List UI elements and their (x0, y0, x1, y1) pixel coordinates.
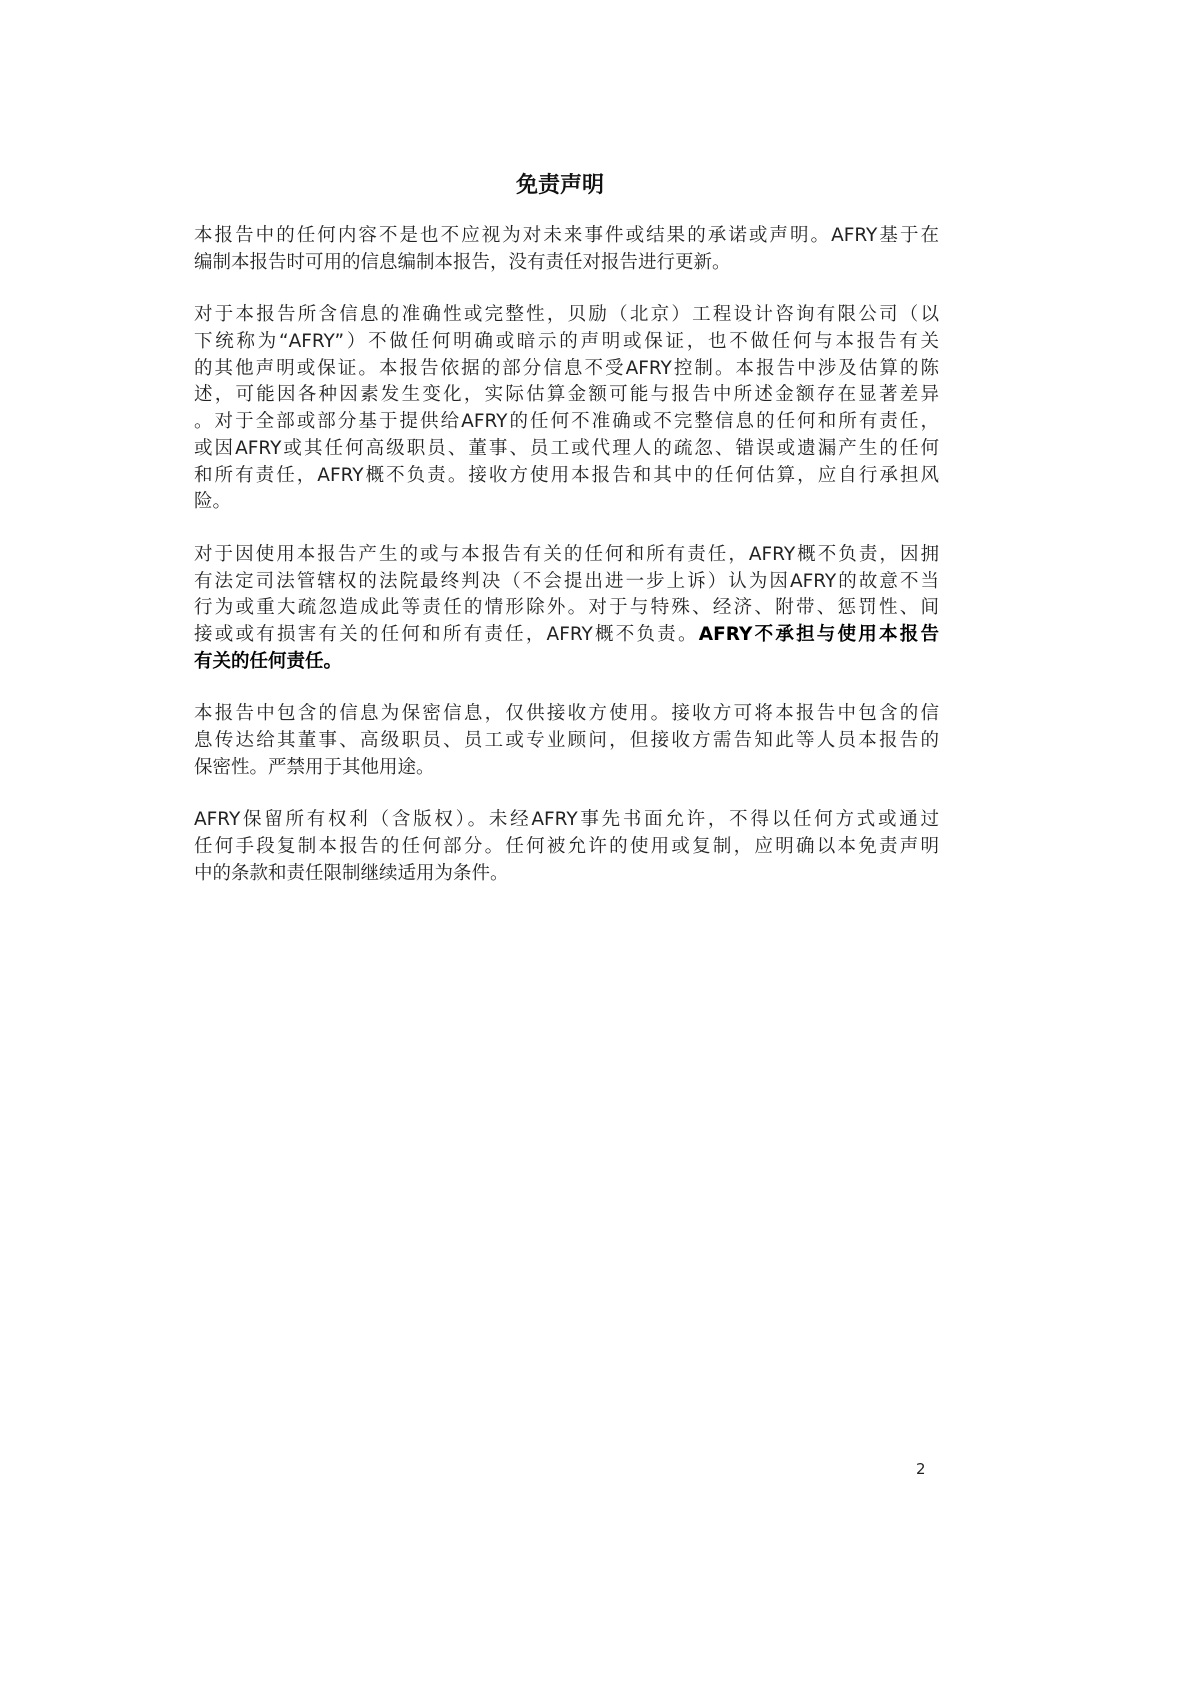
text-line (194, 569, 939, 596)
disclaimer-paragraph (194, 701, 939, 781)
line-text: 息传达给其董事、高级职员、员工或专业顾问，但接收方需告知此等人员本报告的 (194, 730, 939, 751)
disclaimer-paragraph (194, 807, 939, 887)
line-text: 本报告中包含的信息为保密信息，仅供接收方使用。接收方可将本报告中包含的信 (194, 703, 939, 725)
text-line (194, 595, 939, 622)
text-line (194, 701, 939, 728)
line-text: 对于因使用本报告产生的或与本报告有关的任何和所有责任，AFRY概不负责，因拥 (194, 543, 939, 565)
disclaimer-body (194, 223, 939, 913)
text-line (194, 542, 939, 569)
disclaimer-paragraph (194, 302, 939, 516)
line-text: 述，可能因各种因素发生变化，实际估算金额可能与报告中所述金额存在显著差异 (194, 384, 939, 406)
disclaimer-paragraph (194, 223, 939, 276)
text-line (194, 223, 939, 250)
text-line (194, 250, 939, 277)
text-line (194, 649, 939, 676)
bold-text: AFRY不承担与使用本报告 (698, 623, 939, 645)
line-text: 行为或重大疏忽造成此等责任的情形除外。对于与特殊、经济、附带、惩罚性、间 (194, 597, 939, 619)
line-text: 保密性。严禁用于其他用途。 (194, 756, 435, 778)
text-line (194, 834, 939, 861)
page-number: 2 (916, 1460, 926, 1478)
text-line (194, 382, 939, 409)
line-text: 下统称为“AFRY”）不做任何明确或暗示的声明或保证，也不做任何与本报告有关 (194, 331, 939, 353)
line-text: 接或或有损害有关的任何和所有责任，AFRY概不负责。 (194, 623, 699, 645)
line-text: 。对于全部或部分基于提供给AFRY的任何不准确或不完整信息的任何和所有责任， (194, 411, 939, 433)
text-line (194, 409, 939, 436)
line-text: 编制本报告时可用的信息编制本报告，没有责任对报告进行更新。 (194, 251, 731, 273)
text-line (194, 302, 939, 329)
bold-text: 有关的任何责任。 (194, 650, 343, 672)
line-text: 或因AFRY或其任何高级职员、董事、员工或代理人的疏忽、错误或遗漏产生的任何 (194, 437, 939, 459)
page-title: 免责声明 (515, 173, 604, 198)
line-text: 险。 (194, 491, 232, 513)
line-text: 对于本报告所含信息的准确性或完整性，贝励（北京）工程设计咨询有限公司（以 (194, 304, 939, 326)
text-line (194, 755, 939, 782)
text-line (194, 728, 939, 755)
text-line (194, 436, 939, 463)
text-line (194, 622, 939, 649)
line-text: 有法定司法管辖权的法院最终判决（不会提出进一步上诉）认为因AFRY的故意不当 (194, 570, 939, 592)
line-text: 的其他声明或保证。本报告依据的部分信息不受AFRY控制。本报告中涉及估算的陈 (194, 357, 939, 379)
text-line (194, 807, 939, 834)
text-line (194, 356, 939, 383)
line-text: 中的条款和责任限制继续适用为条件。 (194, 862, 509, 884)
text-line (194, 861, 939, 888)
text-line (194, 489, 939, 516)
line-text: 本报告中的任何内容不是也不应视为对未来事件或结果的承诺或声明。AFRY基于在 (194, 225, 939, 246)
text-line (194, 463, 939, 490)
line-text: 和所有责任，AFRY概不负责。接收方使用本报告和其中的任何估算，应自行承担风 (194, 464, 939, 486)
disclaimer-paragraph (194, 542, 939, 675)
line-text: 任何手段复制本报告的任何部分。任何被允许的使用或复制，应明确以本免责声明 (194, 836, 939, 858)
text-line (194, 329, 939, 356)
line-text: AFRY保留所有权利（含版权）。未经AFRY事先书面允许，不得以任何方式或通过 (194, 809, 939, 831)
